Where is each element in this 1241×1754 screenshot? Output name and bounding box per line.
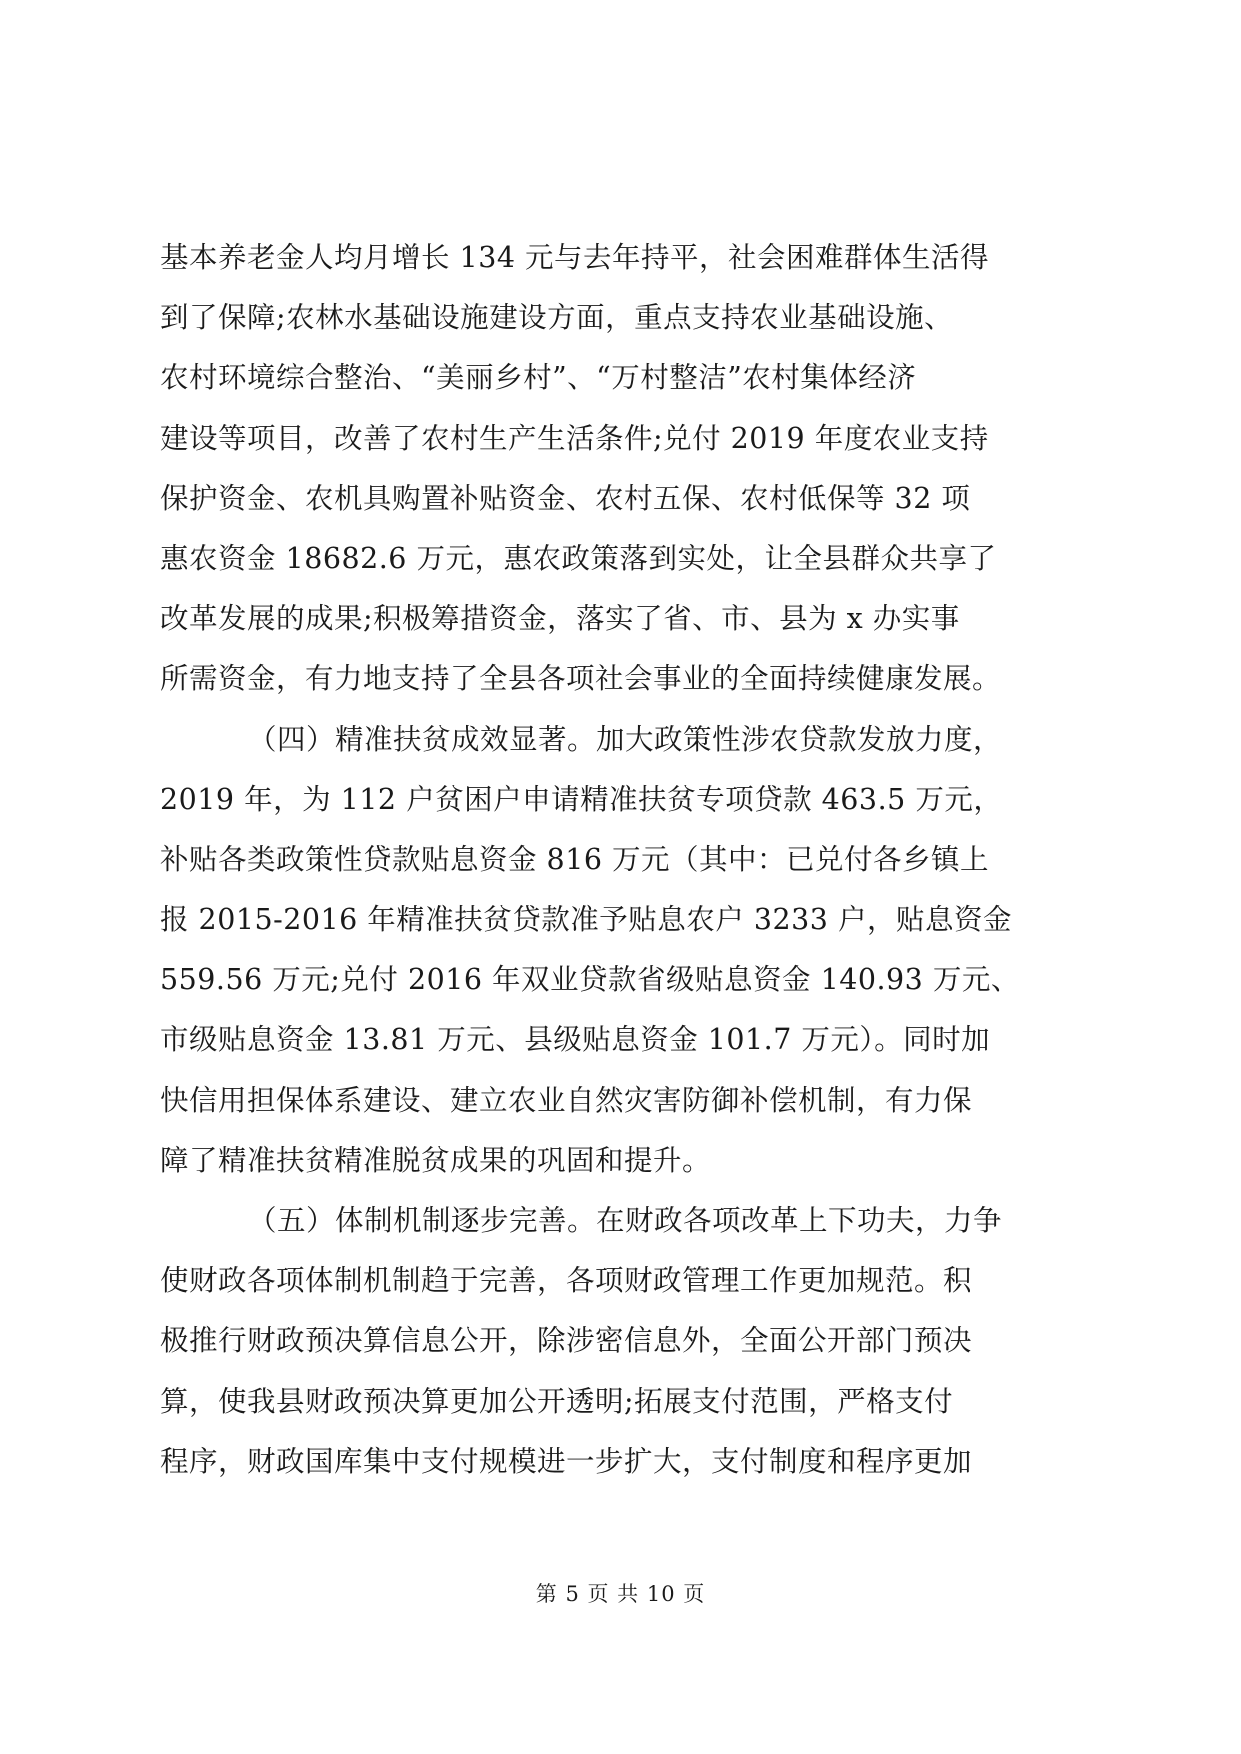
text-line: 算，使我县财政预决算更加公开透明;拓展支付范围，严格支付 — [160, 1384, 954, 1418]
text-line: 建设等项目，改善了农村生产生活条件;兑付 2019 年度农业支持 — [160, 421, 989, 455]
text-line: 559.56 万元;兑付 2016 年双业贷款省级贴息资金 140.93 万元、 — [160, 963, 1020, 997]
document-body — [160, 228, 1080, 1492]
text-line: 快信用担保体系建设、建立农业自然灾害防御补偿机制，有力保 — [160, 1083, 973, 1117]
text-line: 惠农资金 18682.6 万元，惠农政策落到实处，让全县群众共享了 — [160, 541, 997, 575]
text-line: 改革发展的成果;积极筹措资金，落实了省、市、县为 x 办实事 — [160, 602, 960, 636]
text-line: 障了精准扶贫精准脱贫成果的巩固和提升。 — [160, 1143, 712, 1177]
text-line: 程序，财政国库集中支付规模进一步扩大，支付制度和程序更加 — [160, 1444, 973, 1478]
text-line: 到了保障;农林水基础设施建设方面，重点支持农业基础设施、 — [160, 301, 954, 335]
text-line: 所需资金，有力地支持了全县各项社会事业的全面持续健康发展。 — [160, 662, 1002, 696]
text-line: （五）体制机制逐步完善。在财政各项改革上下功夫，力争 — [248, 1204, 1003, 1237]
text-line: 报 2015-2016 年精准扶贫贷款准予贴息农户 3233 户，贴息资金 — [160, 903, 1012, 937]
text-line: 使财政各项体制机制趋于完善，各项财政管理工作更加规范。积 — [160, 1264, 973, 1298]
text-line: （四）精准扶贫成效显著。加大政策性涉农贷款发放力度， — [248, 722, 1003, 756]
text-line: 2019 年，为 112 户贫困户申请精准扶贫专项贷款 463.5 万元， — [160, 782, 1003, 816]
text-line: 基本养老金人均月增长 134 元与去年持平，社会困难群体生活得 — [160, 241, 990, 274]
page-footer: 第 5 页 共 10 页 — [535, 1582, 706, 1606]
text-line: 极推行财政预决算信息公开，除涉密信息外，全面公开部门预决 — [160, 1324, 973, 1358]
text-line: 市级贴息资金 13.81 万元、县级贴息资金 101.7 万元）。同时加 — [160, 1023, 991, 1057]
text-line: 补贴各类政策性贷款贴息资金 816 万元（其中：已兑付各乡镇上 — [160, 842, 990, 876]
text-line: 保护资金、农机具购置补贴资金、农村五保、农村低保等 32 项 — [160, 481, 971, 515]
text-line: 农村环境综合整治、“美丽乡村”、“万村整洁”农村集体经济 — [160, 361, 917, 395]
